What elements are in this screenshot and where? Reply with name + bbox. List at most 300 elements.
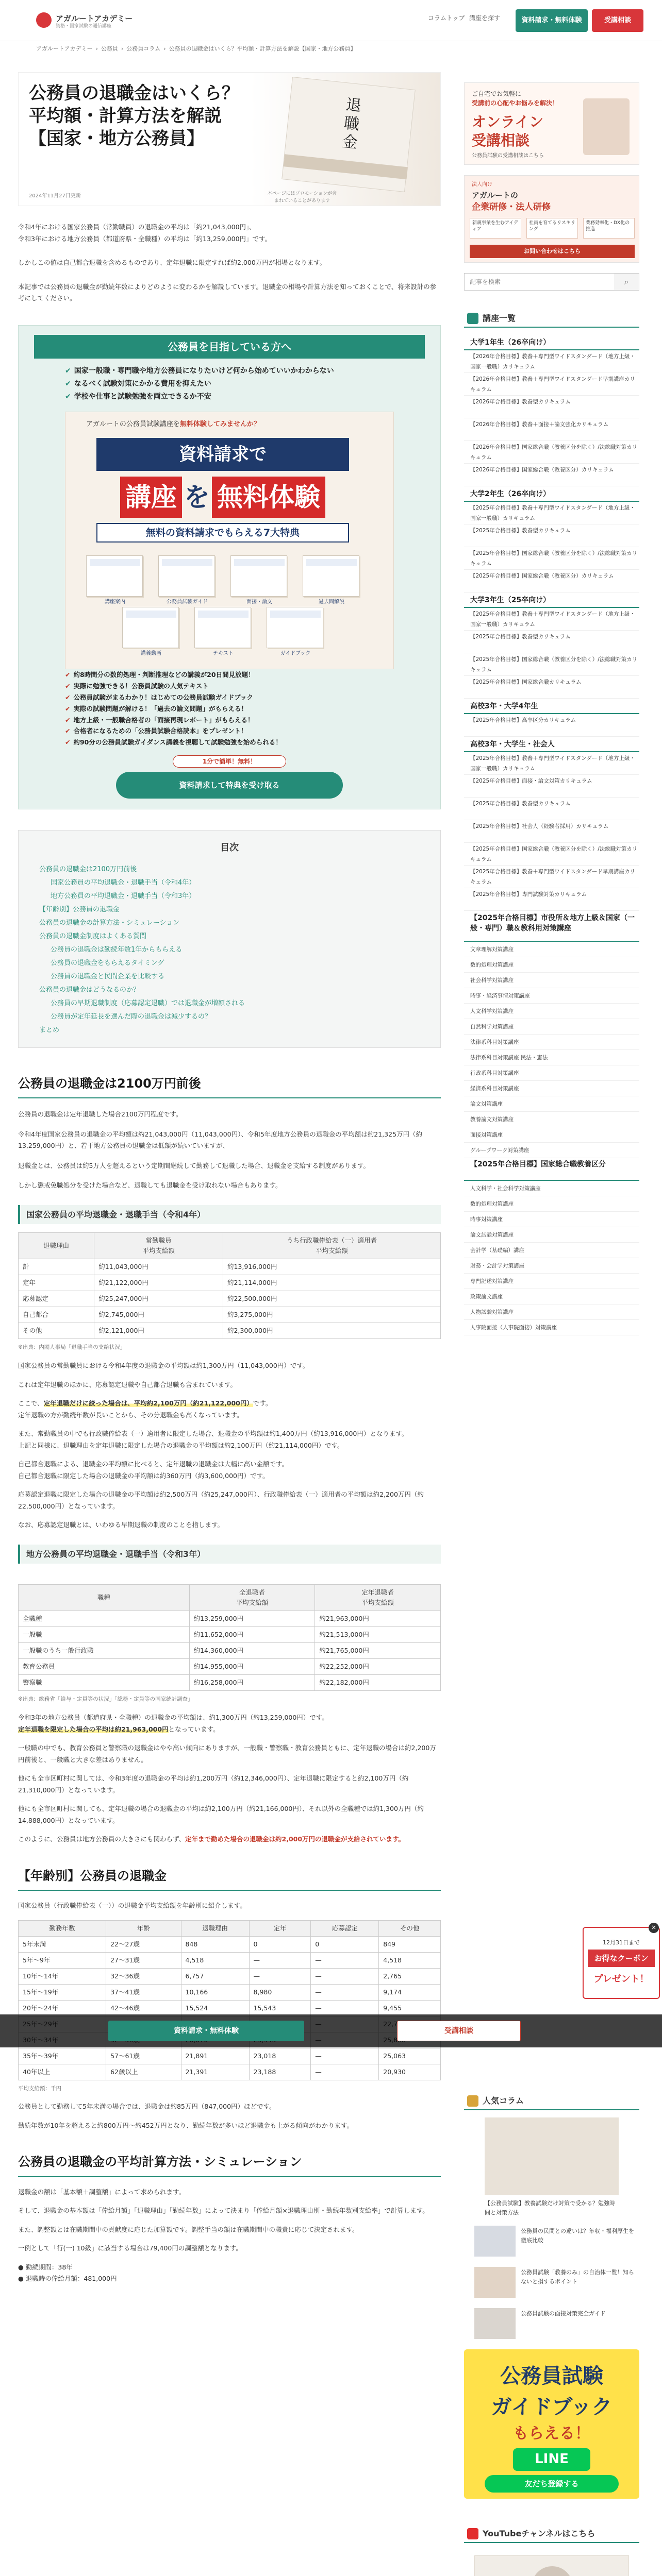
main-content <box>18 72 441 2285</box>
popular-thumb[interactable] <box>474 2308 516 2339</box>
bonus-book: テキスト <box>194 607 251 648</box>
toc-item[interactable]: 公務員の退職金は勤続年数1年からもらえる <box>51 945 183 954</box>
hero <box>18 72 441 206</box>
table-cell: 5年未満 <box>19 1936 106 1952</box>
toc-list <box>39 863 420 1037</box>
promo-concern: ✔ 国家一般職・専門職や地方公務員になりたいけど何から始めていいかわからない <box>65 366 334 375</box>
course-link[interactable]: 面接対策講座 <box>464 1127 639 1143</box>
paragraph: これは定年退職のほかに、応募認定退職や自己都合退職も含まれています。 <box>18 1380 237 1388</box>
table-header: 定年退職者 平均支給額 <box>315 1585 441 1611</box>
intro <box>18 222 441 304</box>
table-cell: 約22,500,000円 <box>223 1291 440 1307</box>
table-row <box>19 2064 441 2080</box>
paragraph: また、常勤職員の中でも行政職俸給表（一）適用者に限定した場合、退職金の平均額は約1,400万円（約13,916,000円）となります。 <box>18 1430 408 1438</box>
table-cell: 約21,765,000円 <box>315 1643 441 1659</box>
paragraph: ここで、定年退職だけに絞った場合は、平均約2,100万円（約21,122,000円）です。 <box>18 1399 272 1408</box>
paragraph: 定年退職の方が勤続年数が長いことから、その分退職金も高くなっています。 <box>18 1411 243 1419</box>
table-cell: 37〜41歳 <box>106 1984 181 2000</box>
course-link[interactable]: 【2025年合格目標】教養＋専門型ワイドスタンダード（地方上級・国家一般職）カリキュラム <box>464 502 639 524</box>
course-link[interactable]: 【2025年合格目標】国家総合職（教養区分を除く）/法総職対策カリキュラム <box>464 547 639 570</box>
table-cell: 35年〜39年 <box>19 2048 106 2064</box>
corporate-training-ad[interactable]: 法人向け アガルートの 企業研修・法人研修 新規事業を生むアイディア 社員を育てるリスキリング 業務効率化・DX化の推進 お問い合わせはこちら <box>464 175 639 263</box>
table-cell: — <box>311 1984 379 2000</box>
table-cell: 23,018 <box>249 2048 311 2064</box>
course-link[interactable]: 【2026年合格目標】教養＋専門型ワイドスタンダード早期講座カリキュラム <box>464 373 639 396</box>
banner-tag: アガルートの公務員試験講座を無料体験してみませんか？ <box>86 420 260 429</box>
table-cell: 42〜46歳 <box>106 2000 181 2016</box>
course-link[interactable]: 論文試験対策講座 <box>464 1227 639 1243</box>
course-link[interactable]: 【2026年合格目標】教養型カリキュラム <box>464 396 639 418</box>
toc-item[interactable]: まとめ <box>39 1026 60 1034</box>
subsection-heading: 地方公務員の平均退職金・退職手当（令和3年） <box>18 1545 441 1564</box>
paragraph: 自己都合退職による、退職金の平均額に比べると、定年退職の退職金は大幅に高い金額です。 <box>18 1460 289 1468</box>
table-cell: 約14,955,000円 <box>189 1659 315 1675</box>
course-link[interactable]: 数的処理対策講座 <box>464 1196 639 1212</box>
unit-note: 平均支給額：千円 <box>18 2085 61 2092</box>
intro-line: しかしこの値は自己都合退職を含めるものであり、定年退職に限定すれば約2,000万円が相場となります。 <box>18 259 326 266</box>
paragraph: 一般職の中でも、教育公務員と警察職の退職金はやや高い傾向にありますが、一般職・警察職・教育公務員ともに、定年退職の場合は約2,200万円前後と、一般職と大きな差はありません。 <box>18 1744 436 1764</box>
course-group-title: 高校3年・大学生・社会人 <box>464 737 639 752</box>
breadcrumb-current: 公務員の退職金はいくら？平均額・計算方法を解説【国家・地方公務員】 <box>169 45 356 52</box>
check-icon: ✔ <box>65 366 71 375</box>
bonus-item: ✔ 約90分の公務員試験ガイダンス講義を視聴して試験勉強を始められる！ <box>65 738 282 747</box>
table-cell: 21,391 <box>181 2064 249 2080</box>
table-cell: — <box>311 2064 379 2080</box>
course-link[interactable]: 【2025年合格目標】教養型カリキュラム <box>464 798 639 820</box>
nav-find-course[interactable]: 講座を探す <box>469 14 501 22</box>
table-header: 全退職者 平均支給額 <box>189 1585 315 1611</box>
course-group-title: 【2025年合格目標】国家総合職教養区分 <box>464 1158 639 1181</box>
promo-concern: ✔ なるべく試験対策にかかる費用を抑えたい <box>65 379 211 388</box>
local-retirement-table <box>18 1584 441 1691</box>
table-cell: 応募認定 <box>19 1291 94 1307</box>
section-heading: 公務員の退職金の平均計算方法・シミュレーション <box>18 2152 441 2177</box>
bonus-item: ✔ 実際に勉強できる！公務員試験の人気テキスト <box>65 682 209 690</box>
paragraph: 自己都合退職に限定した場合の退職金の平均額は約360万円（約3,600,000円）です。 <box>18 1471 269 1480</box>
table-cell: 9,455 <box>379 2000 441 2016</box>
section-by-age <box>18 1866 441 2132</box>
table-cell: 6,757 <box>181 1968 249 1984</box>
table-header: 職種 <box>19 1585 190 1611</box>
bullet-icon: ● <box>18 2275 26 2283</box>
bonus-book: 講座案内 <box>86 555 143 597</box>
course-link[interactable]: 論文対策講座 <box>464 1096 639 1112</box>
popular-featured-image[interactable] <box>485 2117 619 2195</box>
table-cell: — <box>311 2000 379 2016</box>
toc-title: 目次 <box>220 842 239 854</box>
table-cell: 4,518 <box>379 1952 441 1968</box>
site-logo[interactable] <box>36 9 133 32</box>
course-link[interactable]: 時事・経済事情対策講座 <box>464 988 639 1004</box>
course-link[interactable]: 人文科学対策講座 <box>464 1004 639 1019</box>
course-link[interactable]: 財務・会計学対策講座 <box>464 1258 639 1274</box>
course-link[interactable]: 【2025年合格目標】国家総合職（教養区分）カリキュラム <box>464 570 639 592</box>
sticky-cta-bar <box>0 2014 662 2047</box>
bullet-icon: ● <box>18 2263 26 2271</box>
bonus-item: ✔ 約8時間分の数的処理・判断推理などの講義が20日間見放題！ <box>65 671 255 679</box>
course-link[interactable]: 【2025年合格目標】国家総合職（教養区分を除く）/法総職対策カリキュラム <box>464 843 639 866</box>
table-row <box>19 1291 441 1307</box>
course-link[interactable]: 【2025年合格目標】教養型カリキュラム <box>464 524 639 547</box>
course-groups <box>464 335 639 1335</box>
subsection-heading: 国家公務員の平均退職金・退職手当（令和4年） <box>18 1205 441 1225</box>
sticky-consult-button[interactable]: 受講相談 <box>397 2021 521 2041</box>
promo-title: 公務員を目指している方へ <box>34 335 425 359</box>
online-consult-ad[interactable]: ご自宅でお気軽に 受講前の心配やお悩みを解決！ オンライン 受講相談 公務員試験の受講相談はこちら <box>464 82 639 165</box>
table-row <box>19 1643 441 1659</box>
popular-thumb[interactable] <box>474 2226 516 2257</box>
course-link[interactable]: 時事対策講座 <box>464 1212 639 1227</box>
logo-subtext: 資格・国家試験の通信講座 <box>56 24 112 29</box>
table-header: 年齢 <box>106 1920 181 1936</box>
course-link[interactable]: 会計学（基礎編）講座 <box>464 1243 639 1258</box>
table-header: 退職理由 <box>181 1920 249 1936</box>
course-link[interactable]: 社会科学対策講座 <box>464 973 639 988</box>
table-row <box>19 1275 441 1291</box>
table-header: 常勤職員 平均支給額 <box>94 1233 223 1259</box>
free-badge: 1分で簡単！無料！ <box>173 755 286 768</box>
table-row <box>19 1307 441 1323</box>
table-cell: 0 <box>311 1936 379 1952</box>
bonus-book: 公務員試験ガイド <box>158 555 215 597</box>
course-link[interactable]: 教養論文対策講座 <box>464 1112 639 1127</box>
promo-box <box>18 325 441 810</box>
table-row <box>19 1675 441 1691</box>
course-link[interactable]: 【2025年合格目標】面接・論文対策カリキュラム <box>464 775 639 798</box>
paragraph: 公務員の退職金は定年退職した場合2100万円程度です。 <box>18 1110 183 1118</box>
toc-item[interactable]: 公務員の退職金制度はよくある質問 <box>39 932 147 940</box>
table-cell: 約2,121,000円 <box>94 1323 223 1339</box>
presenter-image <box>532 2566 573 2576</box>
table-cell: 約25,247,000円 <box>94 1291 223 1307</box>
page-title: 公務員の退職金はいくら？平均額・計算方法を解説【国家・地方公務員】 <box>29 83 239 149</box>
section-overview <box>18 1074 441 1845</box>
bonus-item: ✔ 合格者になるための「公務員試験合格読本」をプレゼント！ <box>65 727 247 735</box>
paragraph: また、調整額とは在職期間中の貢献度に応じた加算額です。調整手当の額は在職期間中の職責に応じて決定されます。 <box>18 2225 359 2233</box>
table-cell: — <box>249 1968 311 1984</box>
toc-item[interactable]: 公務員が定年延長を選んだ際の退職金は減少するの？ <box>51 1012 212 1021</box>
course-group-title: 大学3年生（25卒向け） <box>464 592 639 608</box>
bonus-list <box>65 669 394 748</box>
paragraph: そして、退職金の基本額は「俸給月額」「退職理由」「勤続年数」によって決まり「俸給月額×退職理由別・勤続年数別支給率」で計算します。 <box>18 2207 429 2215</box>
toc-item[interactable]: 公務員の退職金の計算方法・シミュレーション <box>39 919 180 927</box>
popular-item-title[interactable]: 公務員試験の面接対策完全ガイド <box>521 2310 606 2317</box>
table-header: その他 <box>379 1920 441 1936</box>
table-cell: 約11,652,000円 <box>189 1627 315 1643</box>
paragraph: なお、応募認定退職とは、いわゆる早期退職の制度のことを指します。 <box>18 1521 224 1529</box>
promotion-notice: 本ページにはプロモーションが含まれていることがあります <box>267 191 337 204</box>
table-cell: 約16,258,000円 <box>189 1675 315 1691</box>
table-cell: 定年 <box>19 1275 94 1291</box>
popular-thumb[interactable] <box>474 2267 516 2298</box>
section-heading: 【年齢別】公務員の退職金 <box>18 1866 441 1891</box>
course-link[interactable]: 【2026年合格目標】国家総合職（教養区分を除く）/法総職対策カリキュラム <box>464 441 639 464</box>
course-link[interactable]: 【2025年合格目標】高卒区分カリキュラム <box>464 714 639 737</box>
table-cell: 教育公務員 <box>19 1659 190 1675</box>
popular-item-title[interactable]: 公務員試験「教養のみ」の自治体一覧！知らないと損するポイント <box>521 2269 634 2285</box>
check-icon: ✔ <box>65 704 71 713</box>
table-cell: 21,891 <box>181 2048 249 2064</box>
source-note: ※出典：内閣人事局「退職手当の支給状況」 <box>18 1344 126 1351</box>
course-link[interactable]: 【2025年合格目標】教養＋専門型ワイドスタンダード（地方上級・国家一般職）カリキュラム <box>464 752 639 775</box>
table-cell: 約22,182,000円 <box>315 1675 441 1691</box>
paragraph: 退職金とは、公務員は約5万人を超えるという定期間継続して勤務して退職した場合、退職金を支給する制度があります。 <box>18 1161 370 1170</box>
table-cell: 約21,513,000円 <box>315 1627 441 1643</box>
table-cell: 20年〜24年 <box>19 2000 106 2016</box>
course-link[interactable]: 【2025年合格目標】教養＋専門型ワイドスタンダード早期講座カリキュラム <box>464 866 639 888</box>
table-cell: 警察職 <box>19 1675 190 1691</box>
breadcrumb-item[interactable]: 公務員 <box>101 45 118 52</box>
table-row <box>19 1968 441 1984</box>
logo-text: アガルートアカデミー <box>56 14 133 23</box>
breadcrumb-sep: › <box>95 45 98 52</box>
table-header: 定年 <box>249 1920 311 1936</box>
check-icon: ✔ <box>65 727 71 735</box>
youtube-heading: YouTubeチャンネルはこちら <box>464 2524 639 2543</box>
youtube-icon <box>467 2528 478 2539</box>
table-of-contents <box>18 830 441 1048</box>
bonus-book: 過去問解説 <box>303 555 359 597</box>
breadcrumb-item[interactable]: 公務員コラム <box>126 45 161 52</box>
table-cell: 約11,043,000円 <box>94 1259 223 1275</box>
youtube-thumbnail[interactable] <box>474 2555 629 2576</box>
table-cell: 全職種 <box>19 1611 190 1627</box>
bonus-book: 講義動画 <box>122 607 179 648</box>
paragraph: このように、公務員は地方公務員の大きさにも関わらず、定年まで勤めた場合の退職金は約2,000万円の退職金が支給されています。 <box>18 1835 405 1843</box>
intro-line: 本記事では公務員の退職金が勤続年数によりどのように変わるかを解説しています。退職金の相場や計算方法を知っておくことで、将来設計の参考にしてください。 <box>18 282 437 302</box>
example-item: ● 退職時の俸給月額：481,000円 <box>18 2275 117 2283</box>
intro-line: 令和4年における国家公務員（常勤職員）の退職金の平均は「約21,043,000円」、 <box>18 223 256 231</box>
toc-item[interactable]: 地方公務員の平均退職金・退職手当（令和3年） <box>51 892 196 900</box>
course-link[interactable]: 文章理解対策講座 <box>464 942 639 957</box>
bonus-item: ✔ 公務員試験がまるわかり！はじめての公務員試験ガイドブック <box>65 693 253 701</box>
breadcrumb-item[interactable]: アガルートアカデミー <box>36 45 93 52</box>
toc-item[interactable]: 公務員の退職金と民間企業を比較する <box>51 972 165 980</box>
search-button[interactable] <box>614 274 639 290</box>
course-link[interactable]: 行政系科目対策講座 <box>464 1065 639 1081</box>
table-cell: 32〜36歳 <box>106 1968 181 1984</box>
table-cell: 一般職のうち一般行政職 <box>19 1643 190 1659</box>
paragraph: 国家公務員（行政職俸給表（一））の退職金平均支給額を年齢別に紹介します。 <box>18 1902 246 1910</box>
national-retirement-table <box>18 1232 441 1339</box>
table-cell: 15,543 <box>249 2000 311 2016</box>
course-link[interactable]: 【2025年合格目標】教養＋専門型ワイドスタンダード（地方上級・国家一般職）カリキュラム <box>464 608 639 631</box>
table-cell: — <box>311 1952 379 1968</box>
toc-item[interactable]: 公務員の退職金はどうなるのか？ <box>39 986 140 994</box>
table-cell: 4,518 <box>181 1952 249 1968</box>
intro-line: 令和3年における地方公務員（都道府県・全職種）の平均は「約13,259,000円」です。 <box>18 234 272 243</box>
close-icon[interactable]: × <box>649 1923 659 1933</box>
breadcrumb-sep: › <box>163 45 166 52</box>
table-row <box>19 1259 441 1275</box>
banner-line2: 講座 を 無料体験 <box>81 477 365 518</box>
table-row <box>19 1936 441 1952</box>
paragraph: 令和4年度国家公務員の退職金の平均額は約21,043,000円（11,043,000円）、令和5年度地方公務員の退職金の平均額は約21,325万円（約13,259,000円）と、若干地方公務員の退職金は低額が続いていますが、 <box>18 1130 423 1150</box>
section-calculation <box>18 2152 441 2284</box>
popular-heading: 人気コラム <box>464 2092 639 2110</box>
check-icon: ✔ <box>65 379 71 388</box>
example-item: ● 勤続期間：38年 <box>18 2263 73 2271</box>
paragraph: 一例として「行(一) 10級」に該当する場合は79,400円の調整額となります。 <box>18 2244 242 2252</box>
course-link[interactable]: 経済系科目対策講座 <box>464 1081 639 1096</box>
sticky-trial-button[interactable]: 資料請求・無料体験 <box>108 2021 304 2041</box>
site-header <box>0 0 662 41</box>
table-cell: 約14,360,000円 <box>189 1643 315 1659</box>
table-cell: 849 <box>379 1936 441 1952</box>
trial-button[interactable]: 資料請求・無料体験 <box>516 9 588 32</box>
toc-item[interactable]: 【年齢別】公務員の退職金 <box>39 905 120 913</box>
table-cell: 0 <box>249 1936 311 1952</box>
paragraph: 勤続年数が10年を超えると約800万円〜約452万円となり、勤続年数が多いほど退職金も上がる傾向がわかります。 <box>18 2121 354 2129</box>
popular-item-title[interactable]: 公務員の民間との違いは？年収・福利厚生を徹底比較 <box>521 2228 634 2244</box>
table-cell: 9,174 <box>379 1984 441 2000</box>
course-link[interactable]: 数的処理対策講座 <box>464 957 639 973</box>
course-link[interactable]: 専門記述対策講座 <box>464 1274 639 1289</box>
table-cell: 10年〜14年 <box>19 1968 106 1984</box>
course-link[interactable]: 【2026年合格目標】国家総合職（教養区分）カリキュラム <box>464 464 639 486</box>
table-cell: 62歳以上 <box>106 2064 181 2080</box>
table-cell: — <box>311 2048 379 2064</box>
table-row <box>19 1611 441 1627</box>
staff-photo <box>583 98 630 155</box>
table-header: うち行政職俸給表（一）適用者 平均支給額 <box>223 1233 440 1259</box>
trial-banner[interactable] <box>65 412 394 669</box>
course-link[interactable]: 【2025年合格目標】国家総合職カリキュラム <box>464 676 639 699</box>
paragraph: 応募認定退職に限定した場合の退職金の平均額は約2,500万円（約25,247,000円）、行政職俸給表（一）適用者の平均額は約2,200万円（約22,500,000円）となっています。 <box>18 1490 424 1510</box>
table-cell: 20,930 <box>379 2064 441 2080</box>
course-link[interactable]: 人文科学・社会科学対策講座 <box>464 1181 639 1196</box>
toc-item[interactable]: 公務員の退職金は2100万円前後 <box>39 865 137 873</box>
table-header: 退職理由 <box>19 1233 94 1259</box>
table-row <box>19 1659 441 1675</box>
course-group-title: 大学1年生（26卒向け） <box>464 335 639 350</box>
list-icon <box>467 313 478 324</box>
source-note: ※出典：総務省「給与・定員等の状況」「総務・定員等の国家統計調査」 <box>18 1696 193 1703</box>
logo-mark-icon <box>36 12 52 28</box>
table-cell: 848 <box>181 1936 249 1952</box>
table-cell: 約13,916,000円 <box>223 1259 440 1275</box>
table-header: 応募認定 <box>311 1920 379 1936</box>
promo-concern: ✔ 学校や仕事と試験勉強を両立できるか不安 <box>65 392 211 401</box>
toc-item[interactable]: 公務員の退職金をもらえるタイミング <box>51 959 164 967</box>
course-link[interactable]: 政策論文講座 <box>464 1289 639 1304</box>
table-header: 勤務年数 <box>19 1920 106 1936</box>
table-cell: 約21,963,000円 <box>315 1611 441 1627</box>
table-cell: 15年〜19年 <box>19 1984 106 2000</box>
course-list-heading: 講座一覧 <box>464 309 639 328</box>
check-icon: ✔ <box>65 671 71 679</box>
course-link[interactable]: 法律系科目対策講座 <box>464 1035 639 1050</box>
nav-column-top[interactable]: コラムトップ <box>428 14 465 22</box>
breadcrumb-sep: › <box>121 45 124 52</box>
course-link[interactable]: 【2025年合格目標】国家総合職（教養区分を除く）/法総職対策カリキュラム <box>464 653 639 676</box>
course-link[interactable]: 【2025年合格目標】社会人（経験者採用）カリキュラム <box>464 820 639 843</box>
check-icon: ✔ <box>65 693 71 701</box>
table-row <box>19 1323 441 1339</box>
paragraph: 他にも全市区町村に関しても、定年退職の場合の退職金の平均は約2,100万円（約21,166,000円）、それ以外の全職種では約1,300万円（約14,888,000円）となっています。 <box>18 1805 424 1824</box>
toc-item[interactable]: 国家公務員の平均退職金・退職手当（令和4年） <box>51 878 196 887</box>
search-input[interactable] <box>465 274 614 290</box>
table-cell: 10,166 <box>181 1984 249 2000</box>
paragraph: 定年退職を限定した場合の平均は約21,963,000円となっています。 <box>18 1725 220 1733</box>
paragraph: 上記と同様に、退職理由を定年退職に限定した場合の退職金の平均額は約2,100万円（約21,114,000円）です。 <box>18 1441 344 1449</box>
table-row <box>19 2000 441 2016</box>
bonus-item: ✔ 実際の試験問題が解ける！「過去の論文問題」がもらえる！ <box>65 704 247 713</box>
table-cell: 2,765 <box>379 1968 441 1984</box>
check-icon: ✔ <box>65 738 71 747</box>
course-link[interactable]: グループワーク対策講座 <box>464 1143 639 1158</box>
bonus-book: ガイドブック <box>267 607 323 648</box>
table-cell: 8,980 <box>249 1984 311 2000</box>
envelope-band <box>284 154 408 179</box>
paragraph: 退職金の額は「基本額＋調整額」によって求められます。 <box>18 2188 186 2196</box>
check-icon: ✔ <box>65 716 71 724</box>
banner-line3: 無料の資料請求でもらえる7大特典 <box>96 523 349 543</box>
section-heading: 公務員の退職金は2100万円前後 <box>18 1074 441 1098</box>
course-link[interactable]: 【2025年合格目標】教養型カリキュラム <box>464 631 639 653</box>
course-link[interactable]: 人物試験対策講座 <box>464 1304 639 1320</box>
line-logo: LINE <box>513 2448 590 2471</box>
paragraph: 公務員として勤務して5年未満の場合では、退職金は約85万円（847,000円）ほどです。 <box>18 2103 276 2111</box>
coupon-float-ad[interactable]: × 12月31日まで お得なクーポン プレゼント！ <box>583 1927 660 1999</box>
table-cell: 約3,275,000円 <box>223 1307 440 1323</box>
table-cell: 22〜27歳 <box>106 1936 181 1952</box>
table-cell: その他 <box>19 1323 94 1339</box>
table-cell: 57〜61歳 <box>106 2048 181 2064</box>
bonus-book: 面接・論文 <box>230 555 287 597</box>
consult-button[interactable]: 受講相談 <box>592 9 643 32</box>
course-link[interactable]: 人事院面接（人事院面接）対策講座 <box>464 1320 639 1335</box>
table-cell: 40年以上 <box>19 2064 106 2080</box>
promo-concern-list <box>65 365 394 404</box>
paragraph: しかし懲戒免職処分を受けた場合など、退職しても退職金を受け取れない場合もあります。 <box>18 1181 282 1190</box>
line-add-friend-button[interactable]: 友だち登録する <box>485 2475 619 2493</box>
banner-line1: 資料請求で <box>96 438 349 471</box>
age-retirement-table <box>18 1920 441 2080</box>
table-cell: 23,188 <box>249 2064 311 2080</box>
table-cell: — <box>249 1952 311 1968</box>
request-materials-button[interactable]: 資料請求して特典を受け取る <box>116 772 343 799</box>
table-cell: 約13,259,000円 <box>189 1611 315 1627</box>
search-box <box>464 273 639 291</box>
course-link[interactable]: 【2025年合格目標】専門試験対策カリキュラム <box>464 888 639 911</box>
table-cell: 約2,745,000円 <box>94 1307 223 1323</box>
course-group-title: 大学2年生（26卒向け） <box>464 486 639 502</box>
course-link[interactable]: 【2026年合格目標】教養＋専門型ワイドスタンダード（地方上級・国家一般職）カリキュラム <box>464 350 639 373</box>
popular-columns <box>464 2092 639 2317</box>
table-cell: 一般職 <box>19 1627 190 1643</box>
breadcrumb <box>36 44 629 54</box>
line-guidebook-ad[interactable]: 公務員試験 ガイドブック もらえる！ LINE 友だち登録する <box>464 2349 639 2499</box>
popular-item-title[interactable]: 【公務員試験】教養試験だけ対策で受かる？勉強時間と対策方法 <box>485 2200 615 2216</box>
table-row <box>19 1627 441 1643</box>
table-row <box>19 1984 441 2000</box>
toc-item[interactable]: 公務員の早期退職制度（応募認定退職）では退職金が増額される <box>51 999 245 1007</box>
course-link[interactable]: 自然科学対策講座 <box>464 1019 639 1035</box>
table-cell: 15,524 <box>181 2000 249 2016</box>
crown-icon <box>467 2095 478 2107</box>
course-link[interactable]: 法律系科目対策講座 民法・憲法 <box>464 1050 639 1065</box>
table-cell: 25,063 <box>379 2048 441 2064</box>
table-cell: 約22,252,000円 <box>315 1659 441 1675</box>
envelope-text: 退職金 <box>338 95 362 153</box>
table-cell: 約21,114,000円 <box>223 1275 440 1291</box>
updated-date: 2024年11月27日更新 <box>29 193 81 199</box>
table-cell: 約21,122,000円 <box>94 1275 223 1291</box>
course-link[interactable]: 【2026年合格目標】教養＋面接＋論文強化カリキュラム <box>464 418 639 441</box>
check-icon: ✔ <box>65 392 71 401</box>
table-cell: 自己都合 <box>19 1307 94 1323</box>
